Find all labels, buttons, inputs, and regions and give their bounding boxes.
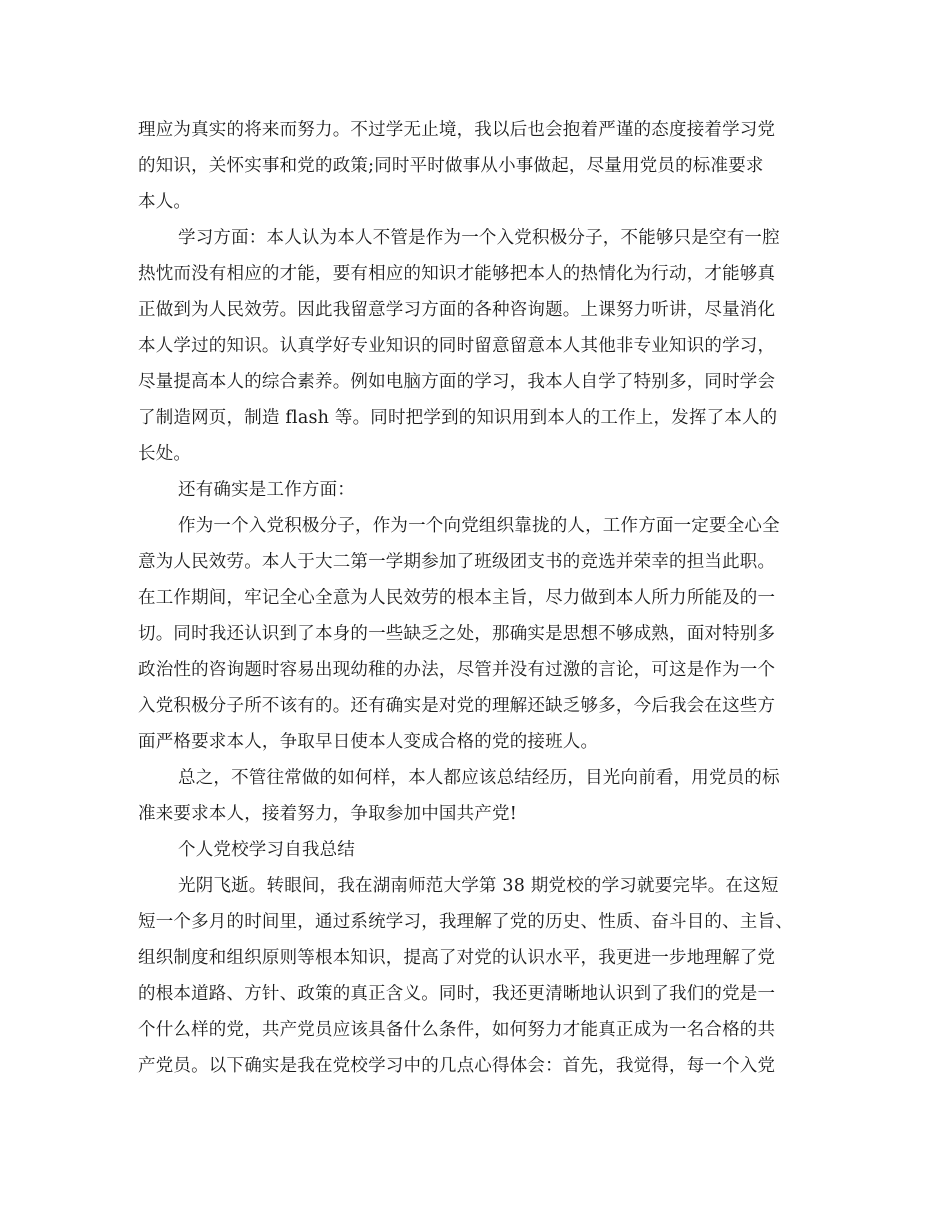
paragraph-start-line: 总之，不管往常做的如何样，本人都应该总结经历，目光向前看，用党员的标 [178,768,780,788]
text-line: 短一个多月的时间里，通过系统学习，我理解了党的历史、性质、奋斗目的、主旨、 [138,912,793,932]
text-line: 了制造网页，制造 flash 等。同时把学到的知识用到本人的工作上，发挥了本人的 [138,408,778,428]
text-line: 尽量提高本人的综合素养。例如电脑方面的学习，我本人自学了特别多，同时学会 [138,372,776,392]
text-line: 的知识，关怀实事和党的政策;同时平时做事从小事做起，尽量用党员的标准要求 [138,156,764,176]
paragraph-start-line: 学习方面：本人认为本人不管是作为一个入党积极分子，不能够只是空有一腔 [178,228,780,248]
paragraph-start-line: 还有确实是工作方面： [178,480,355,500]
text-line: 理应为真实的将来而努力。不过学无止境，我以后也会抱着严谨的态度接着学习党 [138,120,776,140]
text-line: 热忱而没有相应的才能，要有相应的知识才能够把本人的热情化为行动，才能够真 [138,264,776,284]
text-line: 的根本道路、方针、政策的真正含义。同时，我还更清晰地认识到了我们的党是一 [138,984,776,1004]
text-line: 个什么样的党，共产党员应该具备什么条件，如何努力才能真正成为一名合格的共 [138,1020,776,1040]
text-line: 准来要求本人，接着努力，争取参加中国共产党! [138,804,517,824]
text-line: 在工作期间，牢记全心全意为人民效劳的根本主旨，尽力做到本人所力所能及的一 [138,588,776,608]
text-line: 产党员。以下确实是我在党校学习中的几点心得体会：首先，我觉得，每一个入党 [138,1056,776,1076]
text-line: 正做到为人民效劳。因此我留意学习方面的各种咨询题。上课努力听讲，尽量消化 [138,300,776,320]
text-line: 组织制度和组织原则等根本知识，提高了对党的认识水平，我更进一步地理解了党 [138,948,776,968]
text-line: 意为人民效劳。本人于大二第一学期参加了班级团支书的竞选并荣幸的担当此职。 [138,552,776,572]
section-heading: 个人党校学习自我总结 [178,840,355,860]
paragraph-start-line: 作为一个入党积极分子，作为一个向党组织靠拢的人，工作方面一定要全心全 [178,516,780,536]
text-line: 面严格要求本人，争取早日使本人变成合格的党的接班人。 [138,732,599,752]
text-line: 政治性的咨询题时容易出现幼稚的办法，尽管并没有过激的言论，可这是作为一个 [138,660,776,680]
text-line: 切。同时我还认识到了本身的一些缺乏之处，那确实是思想不够成熟，面对特别多 [138,624,776,644]
text-line: 本人。 [138,192,192,212]
text-line: 长处。 [138,444,192,464]
text-line: 本人学过的知识。认真学好专业知识的同时留意留意本人其他非专业知识的学习， [138,336,776,356]
paragraph-start-line: 光阴飞逝。转眼间，我在湖南师范大学第 38 期党校的学习就要完毕。在这短 [178,876,779,896]
text-line: 入党积极分子所不该有的。还有确实是对党的理解还缺乏够多，今后我会在这些方 [138,696,776,716]
